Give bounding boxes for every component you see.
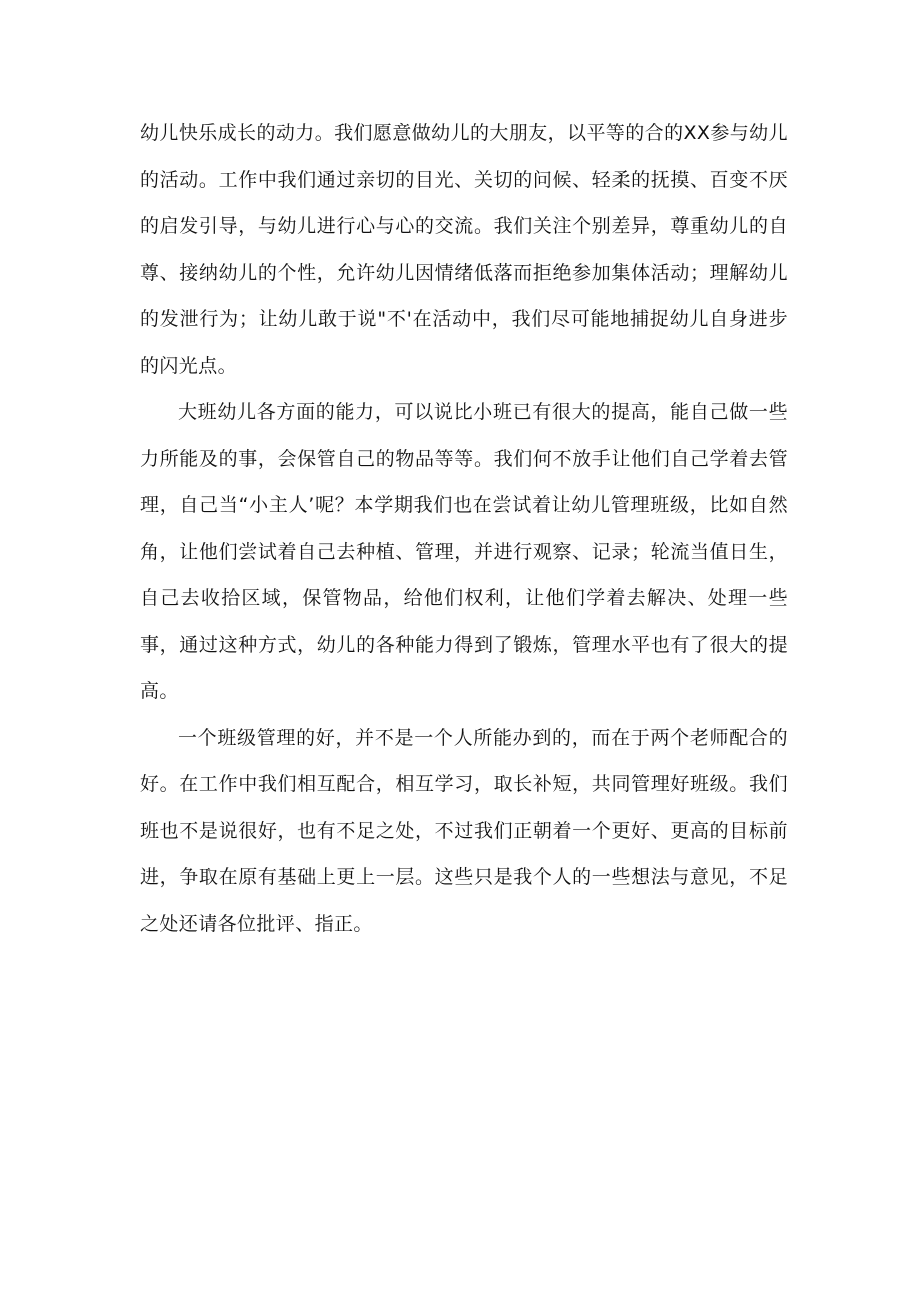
paragraph-conclusion: 一个班级管理的好，并不是一个人所能办到的，而在于两个老师配合的好。在工作中我们相互配合，相互学习，取长补短，共同管理好班级。我们班也不是说很好，也有不足之处，不过我们正朝着一个更好、更高的目标前进，争取在原有基础上更上一层。这些只是我个人的一些想法与意见，不足之处还请各位批评、指正。 bbox=[140, 726, 788, 935]
paragraph-continuation: 幼儿快乐成长的动力。我们愿意做幼儿的大朋友，以平等的合的XX参与幼儿的活动。工作中我们通过亲切的目光、关切的问候、轻柔的抚摸、百变不厌的启发引导，与幼儿进行心与心的交流。我们关注个别差异，尊重幼儿的自尊、接纳幼儿的个性，允许幼儿因情绪低落而拒绝参加集体活动；理解幼儿的发泄行为；让幼儿敢于说"不'在活动中，我们尽可能地捕捉幼儿自身进步的闪光点。 bbox=[140, 122, 788, 377]
paragraph-class-management: 大班幼儿各方面的能力，可以说比小班已有很大的提高，能自己做一些力所能及的事，会保管自己的物品等等。我们何不放手让他们自己学着去管理，自己当“小主人’呢？本学期我们也在尝试着让幼儿管理班级，比如自然角，让他们尝试着自己去种植、管理，并进行观察、记录；轮流当值日生，自己去收拾区域，保管物品，给他们权利，让他们学着去解决、处理一些事，通过这种方式，幼儿的各种能力得到了锻炼，管理水平也有了很大的提高。 bbox=[140, 401, 788, 702]
document-body bbox=[140, 110, 788, 947]
